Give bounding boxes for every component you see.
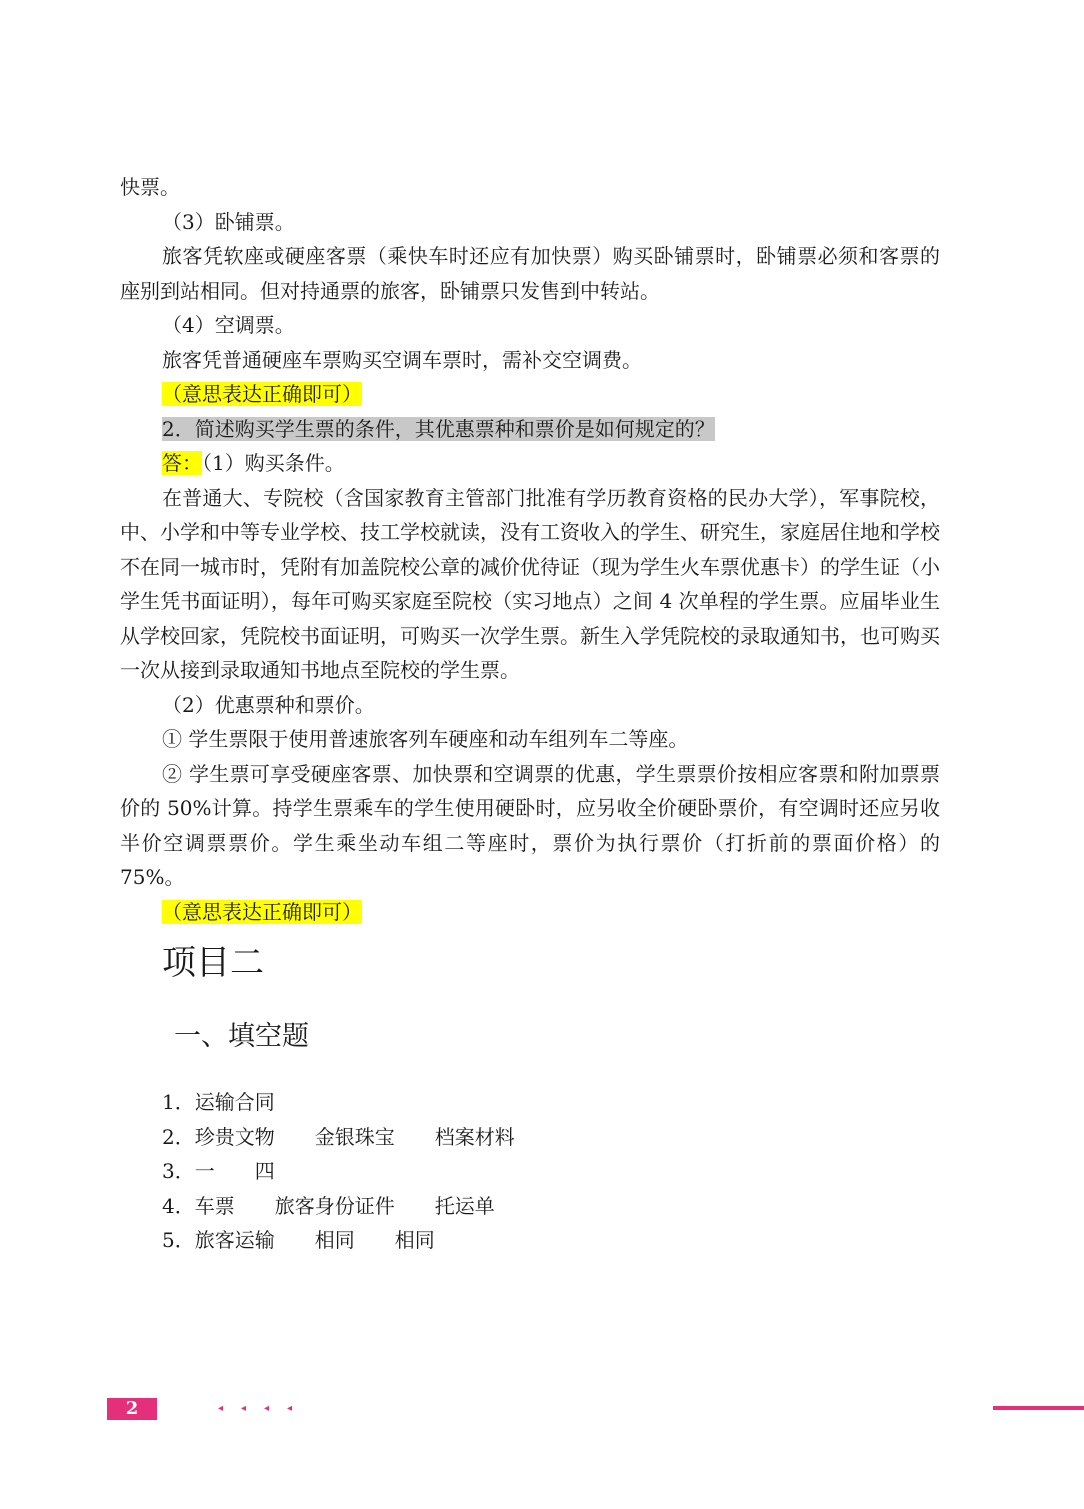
note-1: （意思表达正确即可） [162,382,362,406]
fill-answer-3 [120,1154,940,1189]
footer-accent-line [993,1406,1084,1410]
paragraph-6: 在普通大、专院校（含国家教育主管部门批准有学历教育资格的民办大学），军事院校，中、小学和中等专业学校、技工学校就读，没有工资收入的学生、研究生，家庭居住地和学校不在同一城市时，凭附有加盖院校公章的减价优待证（现为学生火车票优惠卡）的学生证（小学生凭书面证明），每年可购买家庭至院校（实习地点）之间 4 次单程的学生票。应届毕业生从学校回家，凭院校书面证明，可购买一次学生票。新生入学凭院校的录取通知书，也可购买一次从接到录取通知书地点至院校的学生票。 [120,485,940,682]
question-2-line [120,412,940,447]
fill-num: 2． [162,1124,195,1149]
fill-answer-2 [120,1120,940,1155]
paragraph-8: ① 学生票限于使用普速旅客列车硬座和动车组列车二等座。 [162,727,689,751]
fill-b: 相同 [314,1228,355,1252]
paragraph-7: （2）优惠票种和票价。 [162,692,375,717]
answer-label: 答： [162,451,202,475]
fill-num: 3． [162,1159,195,1183]
answer-line [120,446,940,481]
fill-a: 车票 [194,1193,235,1218]
page-content [120,170,940,1258]
fill-answer-5 [120,1223,940,1258]
fill-num: 4． [162,1193,195,1218]
fill-a: 珍贵文物 [194,1124,275,1149]
fill-c: 相同 [394,1228,435,1252]
page-number-badge: 2 [107,1398,157,1420]
fill-c: 档案材料 [434,1124,515,1149]
fill-c: 托运单 [434,1193,495,1218]
note-2-line [120,895,940,930]
paragraph-3: 旅客凭软座或硬座客票（乘快车时还应有加快票）购买卧铺票时，卧铺票必须和客票的座别到站相同。但对持通票的旅客，卧铺票只发售到中转站。 [120,244,940,303]
paragraph-5: 旅客凭普通硬座车票购买空调车票时，需补交空调费。 [162,347,642,372]
paragraph-4: （4）空调票。 [162,313,295,337]
footer-arrows-icon: ◂◂◂◂ [218,1403,311,1414]
question-2: 2．简述购买学生票的条件，其优惠票种和票价是如何规定的？ [162,416,715,441]
fill-b: 金银珠宝 [314,1124,395,1149]
paragraph-1: 快票。 [120,175,180,199]
section-title: 项目二 [162,943,264,983]
fill-b: 旅客身份证件 [274,1193,395,1218]
paragraph-2: （3）卧铺票。 [162,209,295,234]
fill-num: 5． [162,1228,195,1252]
fill-a: 运输合同 [194,1090,275,1114]
fill-num: 1． [162,1090,195,1114]
fill-a: 旅客运输 [194,1228,275,1252]
paragraph-9: ② 学生票可享受硬座客票、加快票和空调票的优惠，学生票票价按相应客票和附加票票价的 50%计算。持学生票乘车的学生使用硬卧时，应另收全价硬卧票价，有空调时还应另收半价空调票票价。学生乘坐动车组二等座时，票价为执行票价（打折前的票面价格）的 75%。 [120,761,940,889]
subsection-title: 一、填空题 [174,1021,309,1052]
note-2: （意思表达正确即可） [162,899,362,924]
answer-first: （1）购买条件。 [202,451,345,475]
fill-a: 一 [194,1159,215,1183]
fill-answers-list [120,1085,940,1258]
note-1-line [120,377,940,412]
fill-answer-4 [120,1189,940,1224]
fill-answer-1 [120,1085,940,1120]
fill-b: 四 [254,1159,275,1183]
